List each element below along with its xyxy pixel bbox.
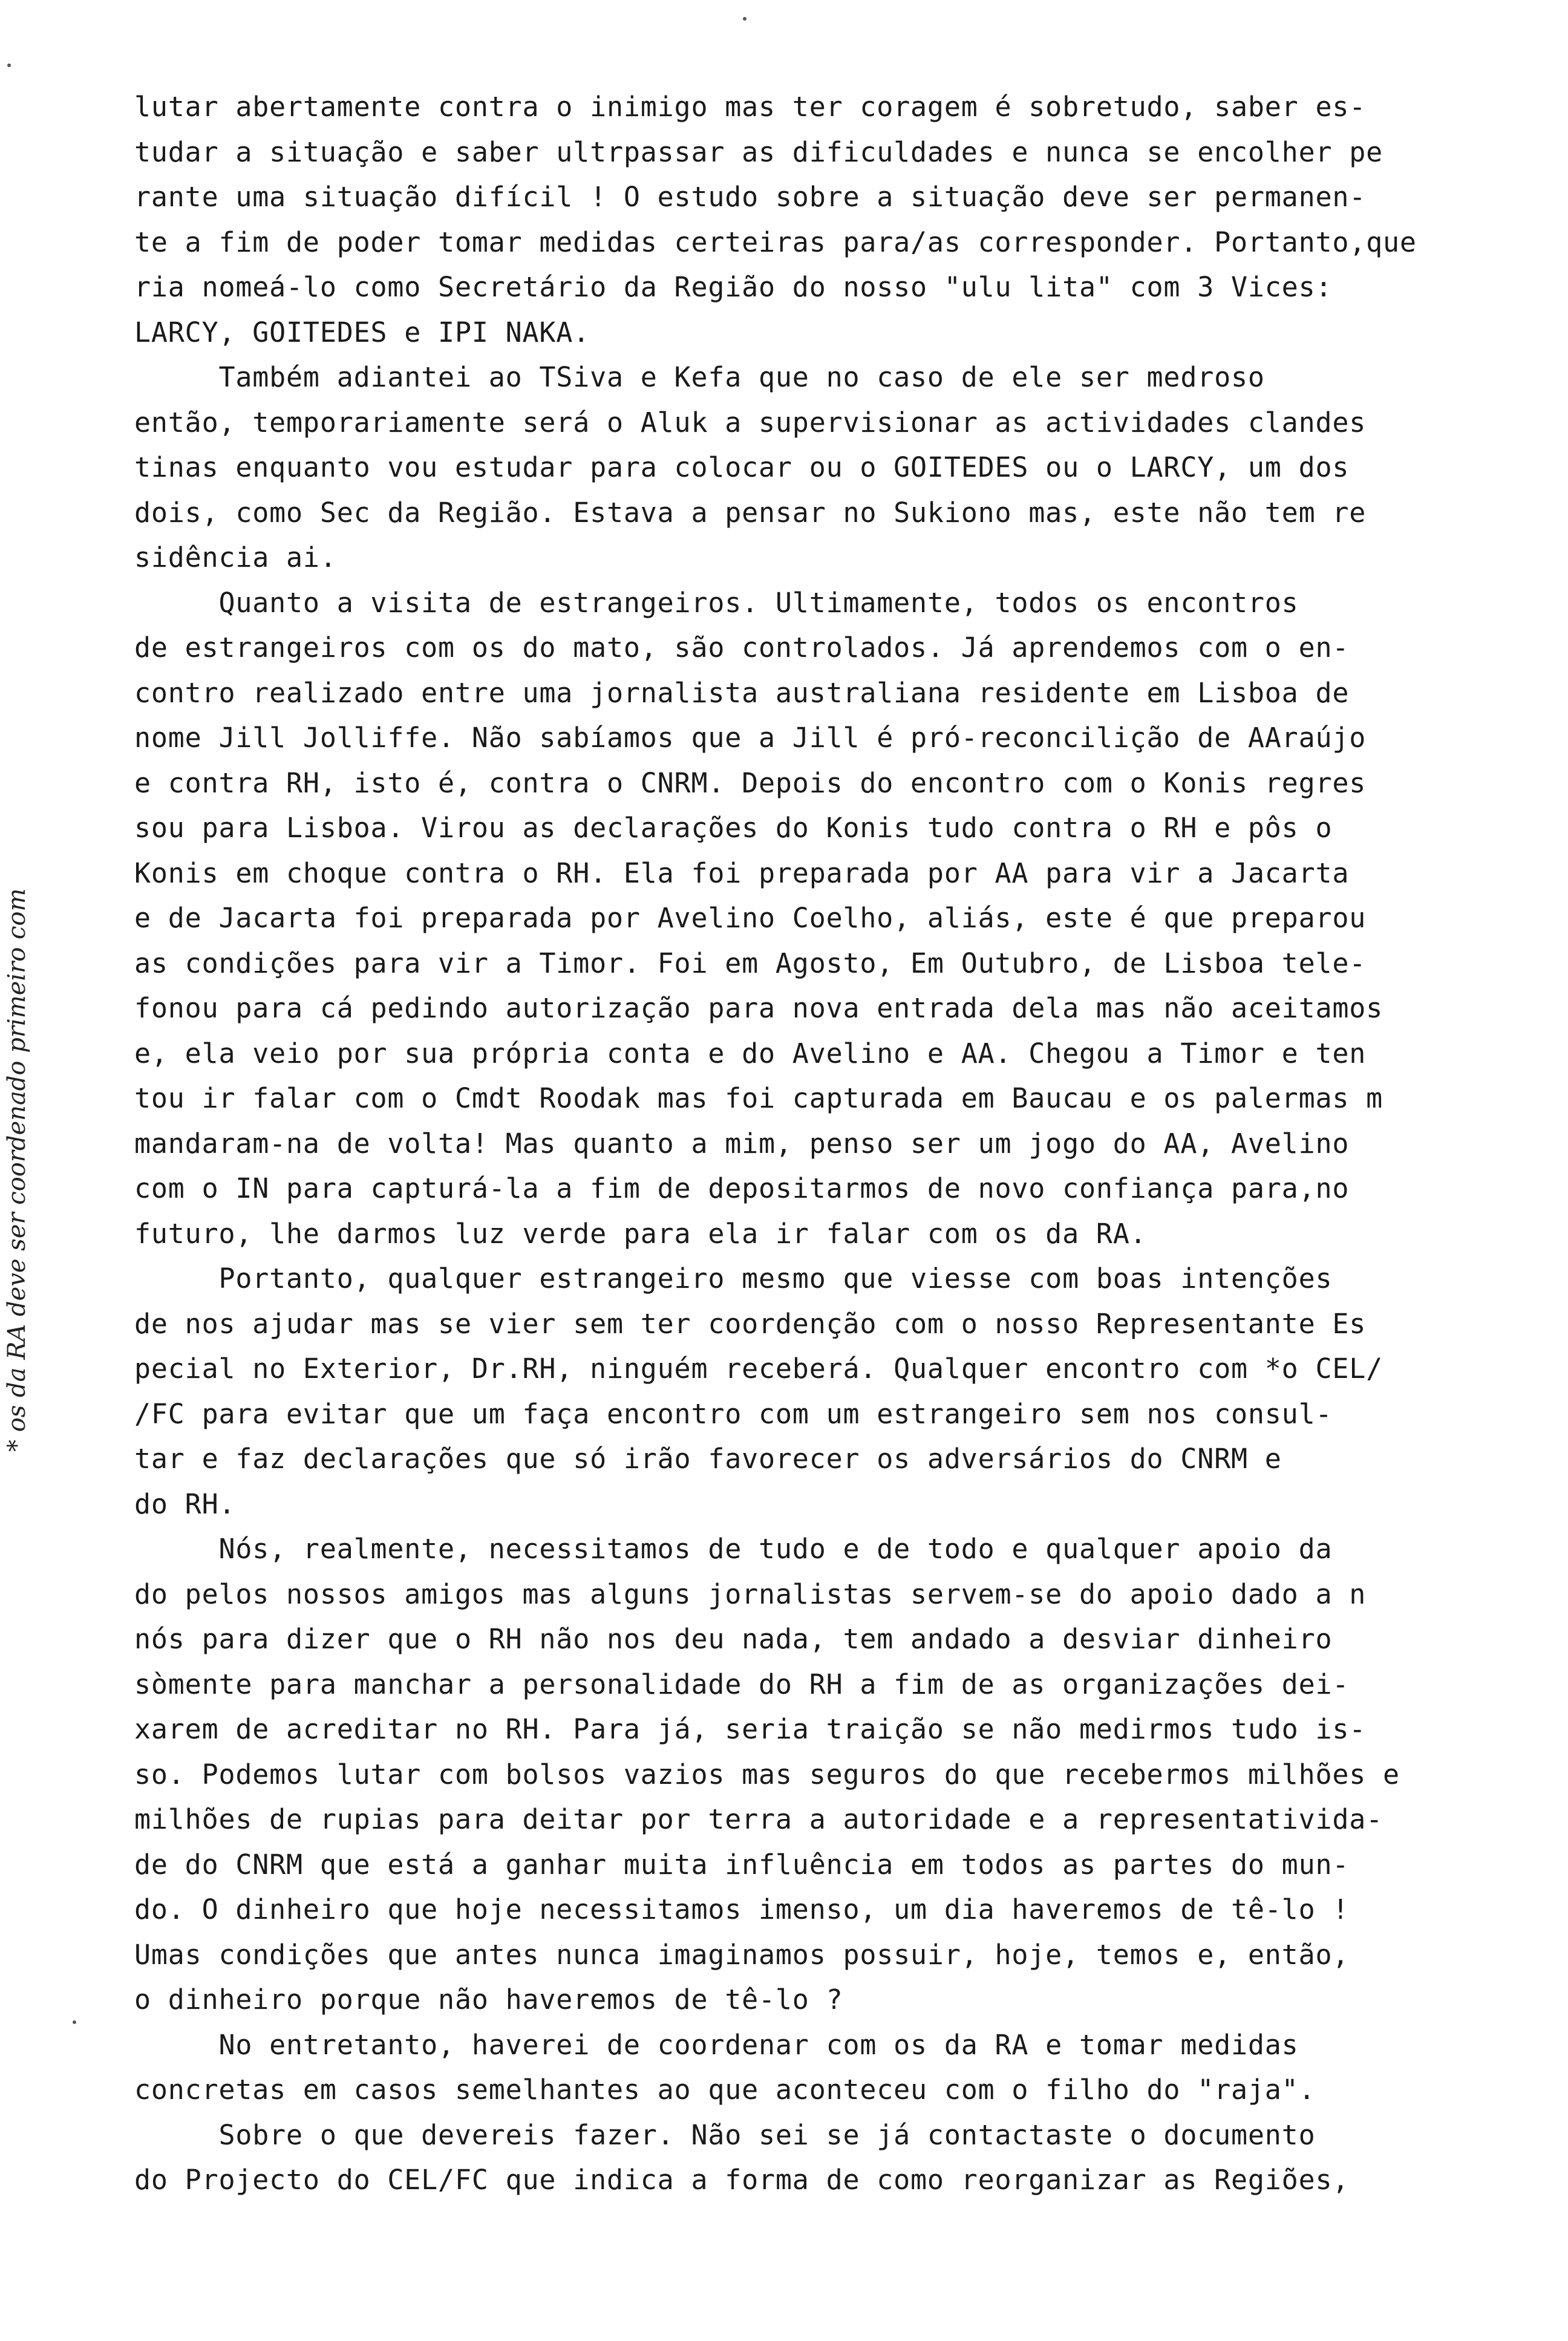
text-line: te a fim de poder tomar medidas certeiras para/as corresponder. Portanto,que: [134, 226, 1417, 258]
text-line: No entretanto, haverei de coordenar com os da RA e tomar medidas: [134, 2028, 1299, 2061]
paper-speck: [7, 64, 11, 67]
text-line: fonou para cá pedindo autorização para nova entrada dela mas não aceitamos: [134, 992, 1383, 1024]
text-line: Konis em choque contra o RH. Ela foi preparada por AA para vir a Jacarta: [134, 857, 1350, 889]
text-line: então, temporariamente será o Aluk a supervisionar as actividades clandes: [134, 406, 1367, 439]
text-line: tudar a situação e saber ultrpassar as dificuldades e nunca se encolher pe: [134, 135, 1383, 168]
text-line: as condições para vir a Timor. Foi em Agosto, Em Outubro, de Lisboa tele-: [134, 947, 1367, 979]
text-line: nós para dizer que o RH não nos deu nada, tem andado a desviar dinheiro: [134, 1623, 1333, 1655]
text-line: Quanto a visita de estrangeiros. Ultimamente, todos os encontros: [134, 586, 1299, 619]
text-line: sou para Lisboa. Virou as declarações do Konis tudo contra o RH e pôs o: [134, 812, 1333, 844]
text-line: mandaram-na de volta! Mas quanto a mim, penso ser um jogo do AA, Avelino: [134, 1127, 1350, 1160]
paper-speck: [73, 2020, 76, 2024]
text-line: de nos ajudar mas se vier sem ter coordenção com o nosso Representante Es: [134, 1307, 1367, 1340]
text-line: concretas em casos semelhantes ao que aconteceu com o filho do "raja".: [134, 2074, 1316, 2106]
text-line: futuro, lhe darmos luz verde para ela ir falar com os da RA.: [134, 1217, 1147, 1250]
text-line: e contra RH, isto é, contra o CNRM. Depois do encontro com o Konis regres: [134, 766, 1367, 799]
text-line: Também adiantei ao TSiva e Kefa que no caso de ele ser medroso: [134, 361, 1265, 393]
text-line: Umas condições que antes nunca imaginamos possuir, hoje, temos e, então,: [134, 1938, 1350, 1971]
text-line: sòmente para manchar a personalidade do RH a fim de as organizações dei-: [134, 1668, 1350, 1700]
text-line: so. Podemos lutar com bolsos vazios mas seguros do que recebermos milhões e: [134, 1758, 1400, 1791]
text-line: de estrangeiros com os do mato, são controlados. Já aprendemos com o en-: [134, 632, 1350, 664]
text-line: com o IN para capturá-la a fim de depositarmos de novo confiança para,no: [134, 1172, 1350, 1204]
text-line: do RH.: [134, 1487, 236, 1520]
text-line: milhões de rupias para deitar por terra a autoridade e a representativida-: [134, 1803, 1383, 1835]
text-line: sidência ai.: [134, 541, 337, 573]
text-line: tar e faz declarações que só irão favorecer os adversários do CNRM e: [134, 1443, 1282, 1475]
text-line: contro realizado entre uma jornalista australiana residente em Lisboa de: [134, 676, 1350, 709]
handwritten-margin-note: * os da RA deve ser coordenado primeiro com: [3, 888, 31, 1452]
text-line: do Projecto do CEL/FC que indica a forma de como reorganizar as Regiões,: [134, 2164, 1350, 2196]
text-line: rante uma situação difícil ! O estudo sobre a situação deve ser permanen-: [134, 181, 1367, 213]
text-line: Portanto, qualquer estrangeiro mesmo que viesse com boas intenções: [134, 1262, 1333, 1295]
paper-speck: [743, 17, 746, 21]
text-line: o dinheiro porque não haveremos de tê-lo ?: [134, 1983, 843, 2016]
text-line: xarem de acreditar no RH. Para já, seria traição se não medirmos tudo is-: [134, 1713, 1367, 1745]
text-line: /FC para evitar que um faça encontro com um estrangeiro sem nos consul-: [134, 1397, 1333, 1430]
text-line: lutar abertamente contra o inimigo mas ter coragem é sobretudo, saber es-: [134, 91, 1367, 123]
text-line: dois, como Sec da Região. Estava a pensar no Sukiono mas, este não tem re: [134, 496, 1367, 529]
text-line: pecial no Exterior, Dr.RH, ninguém receberá. Qualquer encontro com *o CEL/: [134, 1353, 1383, 1385]
text-line: de do CNRM que está a ganhar muita influência em todos as partes do mun-: [134, 1848, 1350, 1881]
text-line: ria nomeá-lo como Secretário da Região do nosso "ulu lita" com 3 Vices:: [134, 271, 1333, 303]
text-line: do. O dinheiro que hoje necessitamos imenso, um dia haveremos de tê-lo !: [134, 1893, 1350, 1925]
text-line: e, ela veio por sua própria conta e do Avelino e AA. Chegou a Timor e ten: [134, 1037, 1367, 1069]
text-line: Sobre o que devereis fazer. Não sei se já contactaste o documento: [134, 2118, 1316, 2151]
text-line: Nós, realmente, necessitamos de tudo e de todo e qualquer apoio da: [134, 1533, 1333, 1565]
text-line: nome Jill Jolliffe. Não sabíamos que a Jill é pró-reconcilição de AAraújo: [134, 722, 1367, 754]
text-line: tou ir falar com o Cmdt Roodak mas foi capturada em Baucau e os palermas m: [134, 1082, 1383, 1114]
text-line: do pelos nossos amigos mas alguns jornalistas servem-se do apoio dado a n: [134, 1578, 1367, 1610]
text-line: e de Jacarta foi preparada por Avelino Coelho, aliás, este é que preparou: [134, 902, 1367, 934]
text-line: tinas enquanto vou estudar para colocar ou o GOITEDES ou o LARCY, um dos: [134, 451, 1350, 483]
text-line: LARCY, GOITEDES e IPI NAKA.: [134, 316, 590, 348]
